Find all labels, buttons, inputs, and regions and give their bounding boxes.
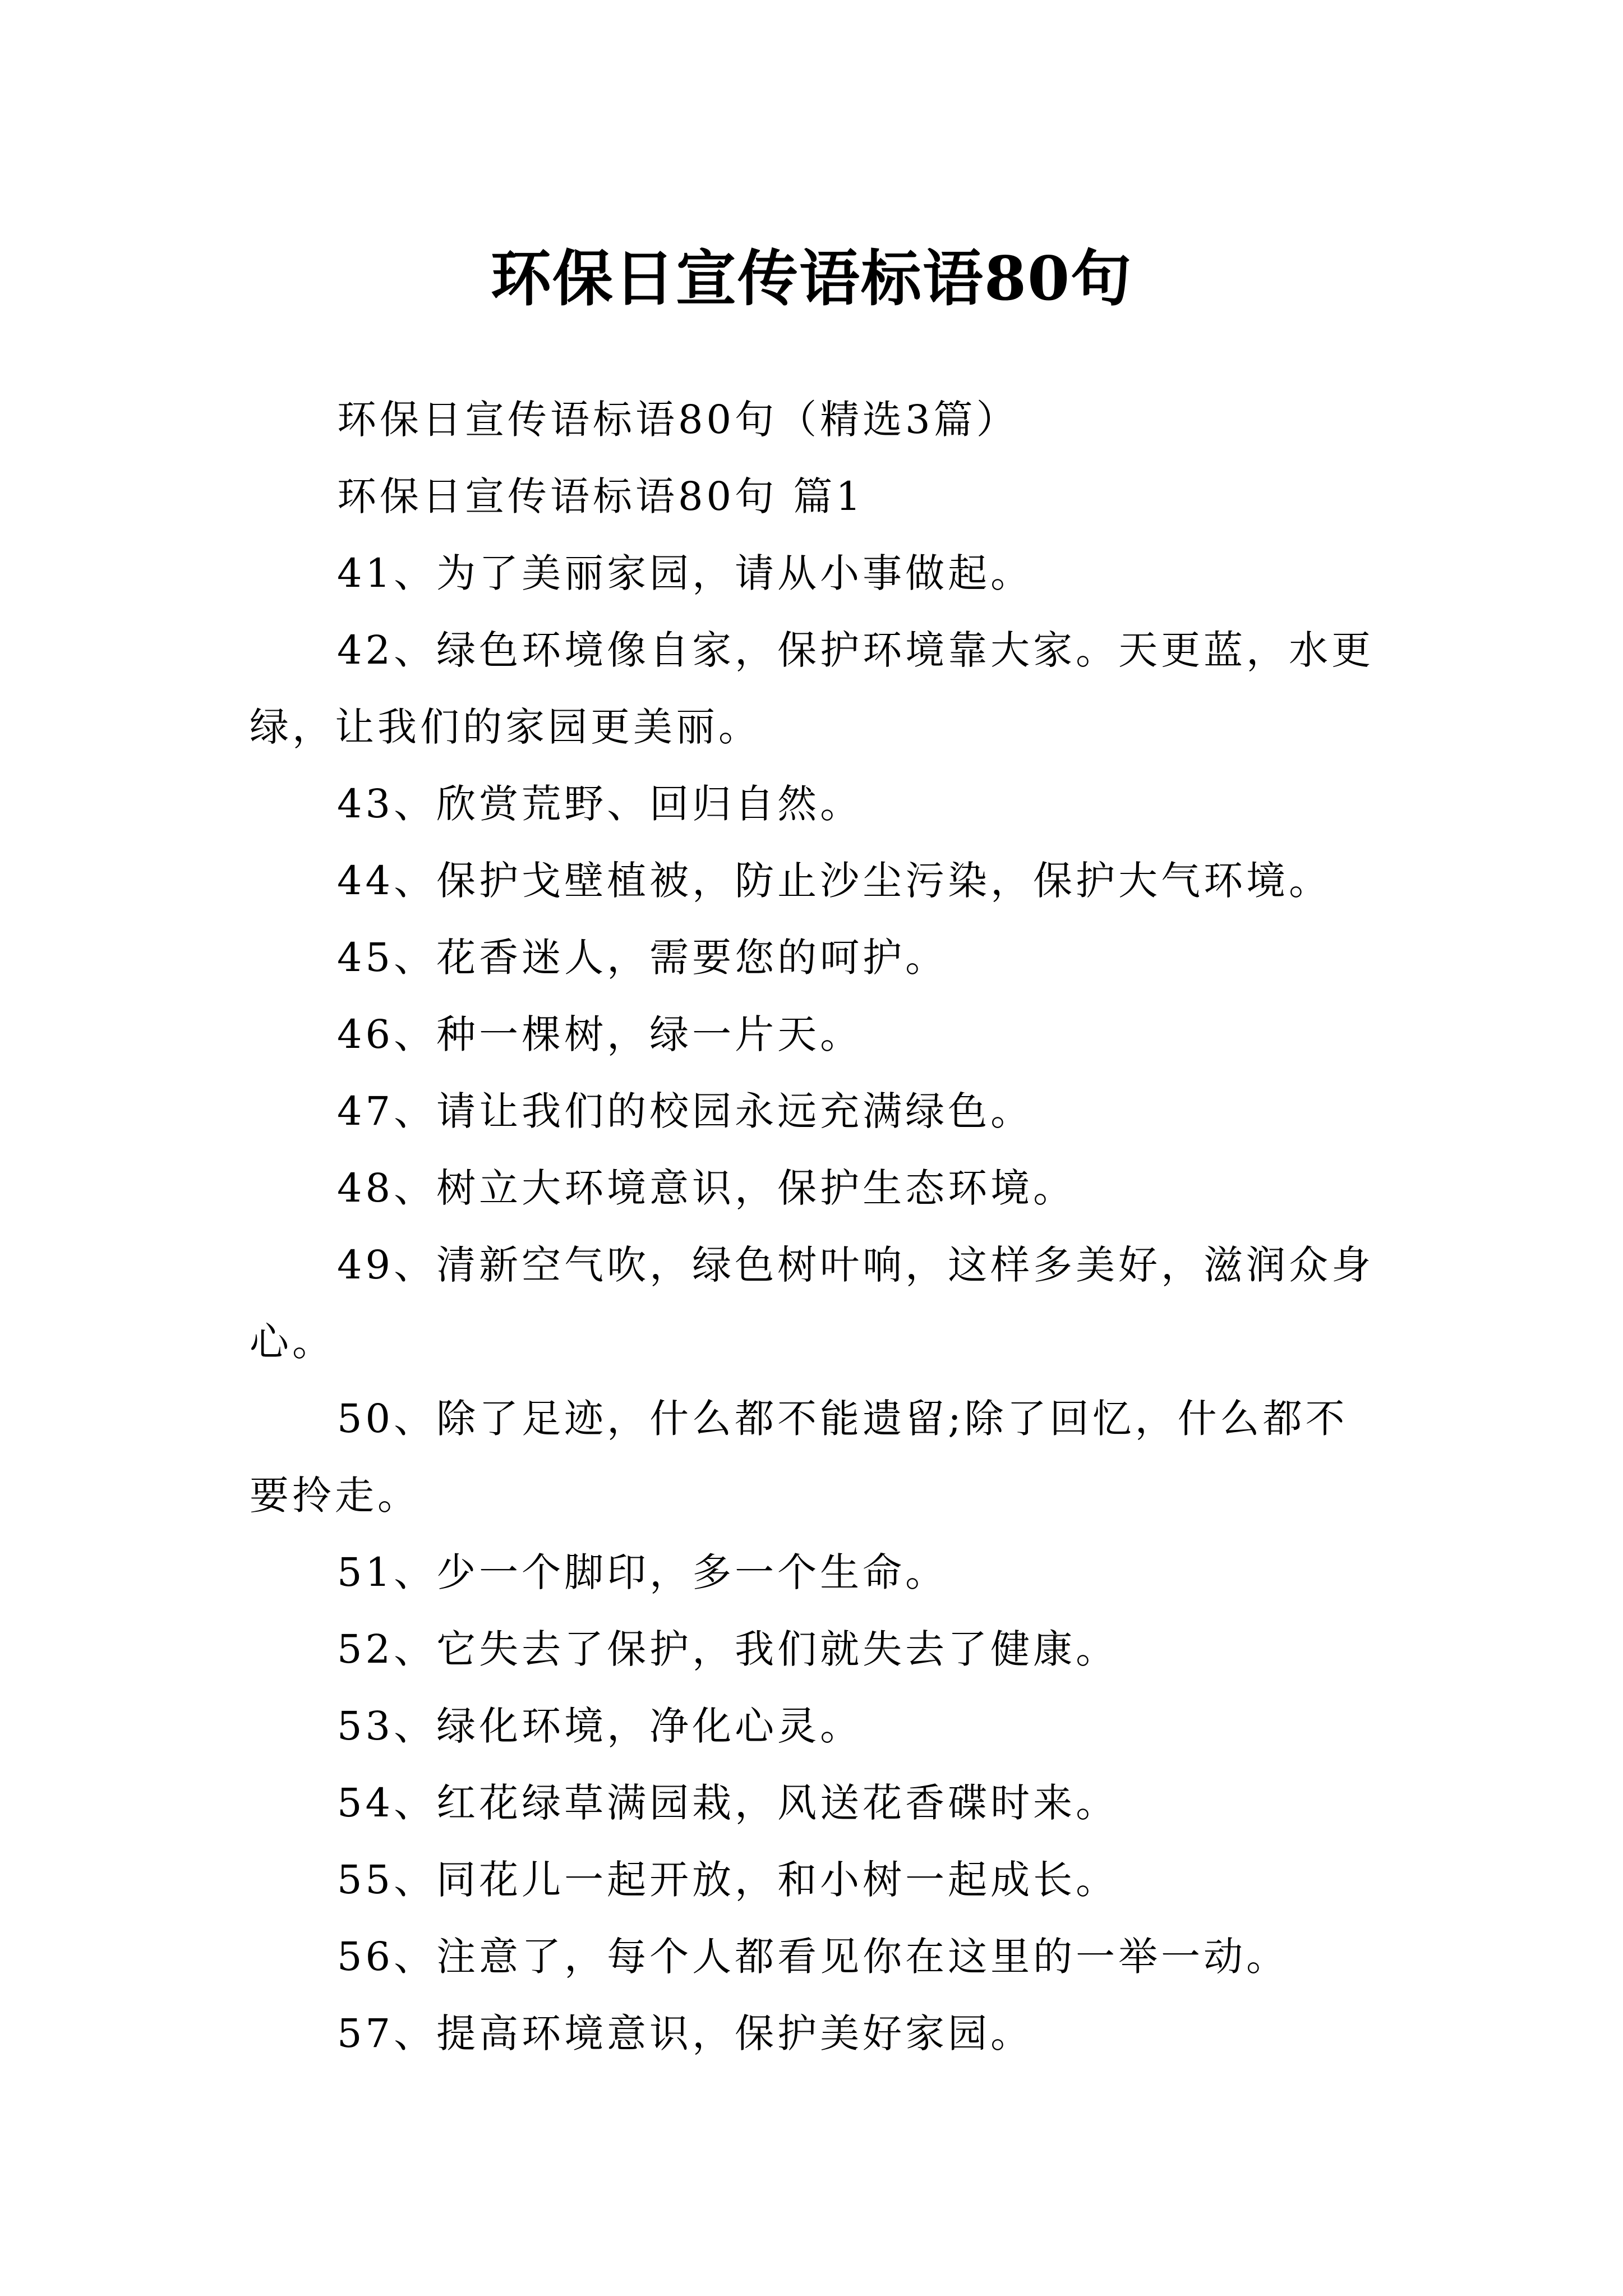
paragraph-item: 45、花香迷人，需要您的呵护。	[337, 935, 948, 981]
paragraph-item: 57、提高环境意识，保护美好家园。	[337, 2010, 1034, 2056]
paragraph-item: 52、它失去了保护，我们就失去了健康。	[337, 1626, 1119, 1672]
document-body	[250, 381, 1388, 2072]
paragraph-item: 44、保护戈壁植被，防止沙尘污染，保护大气环境。	[337, 858, 1332, 904]
paragraph-item: 55、同花儿一起开放，和小树一起成长。	[337, 1857, 1119, 1903]
paragraph-item: 43、欣赏荒野、回归自然。	[337, 781, 863, 827]
paragraph-item: 50、除了足迹，什么都不能遗留;除了回忆，什么都不要拎走。	[250, 1396, 1348, 1519]
paragraph-item: 53、绿化环境，净化心灵。	[337, 1703, 863, 1749]
paragraph-item: 41、为了美丽家园，请从小事做起。	[337, 550, 1034, 596]
paragraph-item: 49、清新空气吹，绿色树叶响，这样多美好，滋润众身心。	[250, 1242, 1375, 1365]
paragraph-item: 54、红花绿草满园栽，风送花香碟时来。	[337, 1780, 1119, 1826]
paragraph-item: 42、绿色环境像自家，保护环境靠大家。天更蓝，水更绿，让我们的家园更美丽。	[250, 627, 1375, 750]
paragraph-subtitle: 环保日宣传语标语80句（精选3篇）	[337, 397, 1019, 443]
paragraph-item: 46、种一棵树，绿一片天。	[337, 1011, 863, 1057]
paragraph-item: 48、树立大环境意识，保护生态环境。	[337, 1165, 1076, 1211]
document-title: 环保日宣传语标语80句	[490, 243, 1133, 315]
paragraph-section-heading: 环保日宣传语标语80句 篇1	[337, 473, 864, 519]
paragraph-item: 47、请让我们的校园永远充满绿色。	[337, 1088, 1034, 1134]
paragraph-item: 56、注意了，每个人都看见你在这里的一举一动。	[337, 1934, 1289, 1980]
paragraph-item: 51、少一个脚印，多一个生命。	[337, 1549, 948, 1595]
